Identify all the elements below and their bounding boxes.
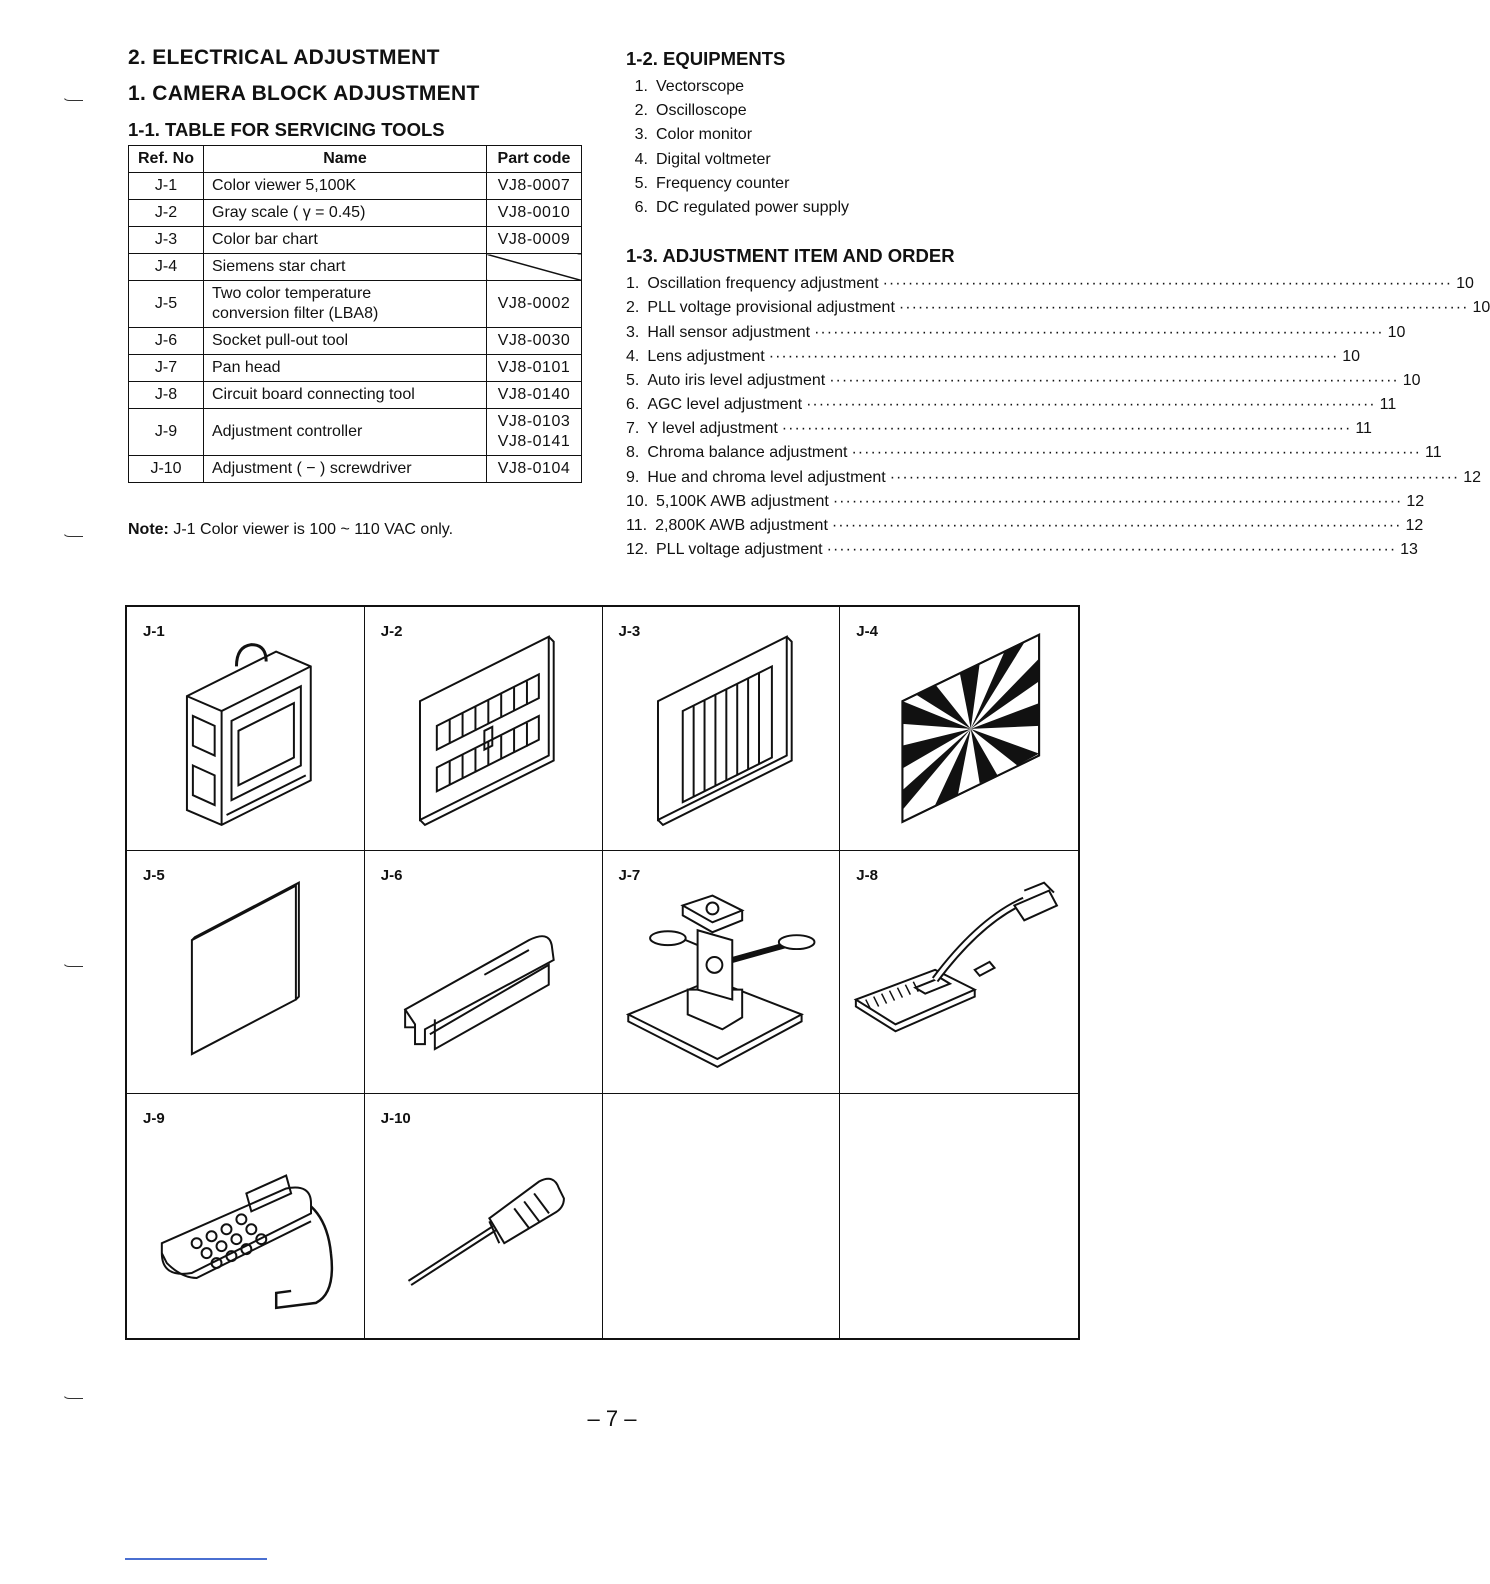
ref-cell: J-4 (129, 254, 204, 281)
item-number: 2. (634, 102, 648, 120)
list-item (626, 323, 1406, 348)
left-column (128, 46, 588, 539)
part-code-cell: VJ8-0101 (487, 355, 582, 382)
name-cell: Pan head (204, 355, 487, 382)
item-number: 5. (626, 371, 640, 389)
leader-dots: ·························································································· (768, 347, 1339, 365)
part-code-cell: VJ8-0010 (487, 200, 582, 227)
item-page: 10 (1402, 371, 1421, 389)
tool-label: J-7 (618, 866, 641, 884)
item-text: Hall sensor adjustment (647, 323, 811, 341)
tool-label: J-8 (856, 866, 878, 884)
item-number: 3. (626, 323, 640, 341)
part-code-cell: VJ8-0103 VJ8-0141 (487, 409, 582, 456)
part-code-cell: VJ8-0002 (487, 281, 582, 328)
item-text: PLL voltage provisional adjustment (647, 299, 895, 317)
leader-dots: ·························································································· (851, 444, 1421, 462)
item-number: 7. (626, 420, 640, 438)
tool-cell-j4 (840, 607, 1078, 851)
empty-cell (840, 1094, 1078, 1338)
list-item (626, 102, 1086, 126)
name-cell: Adjustment controller (204, 409, 487, 456)
ref-cell: J-6 (129, 328, 204, 355)
list-item (626, 175, 1086, 199)
note-text: J-1 Color viewer is 100 ~ 110 VAC only. (173, 521, 454, 538)
equipments-heading: 1-2. EQUIPMENTS (626, 48, 786, 69)
part-code-cell: VJ8-0030 (487, 328, 582, 355)
item-text: Hue and chroma level adjustment (647, 468, 886, 486)
tool-label: J-2 (380, 623, 403, 640)
name-cell: Circuit board connecting tool (204, 382, 487, 409)
item-page: 10 (1342, 347, 1361, 365)
tool-label: J-5 (143, 866, 165, 884)
part-code-cell: VJ8-0007 (487, 173, 582, 200)
list-item (626, 396, 1397, 420)
tool-cell-j5 (127, 851, 365, 1095)
part-code-cell: VJ8-0140 (487, 382, 582, 409)
item-page: 11 (1355, 420, 1372, 438)
list-item (626, 420, 1372, 444)
ref-cell: J-10 (129, 456, 204, 483)
table-row (129, 355, 582, 382)
item-text: Chroma balance adjustment (647, 444, 848, 462)
tool-cell-j3 (603, 607, 841, 851)
item-text: Digital voltmeter (656, 150, 771, 168)
item-text: Auto iris level adjustment (647, 371, 826, 389)
tool-label: J-10 (380, 1110, 411, 1128)
note-label: Note: (128, 521, 169, 538)
item-text: DC regulated power supply (656, 198, 849, 216)
list-item (626, 78, 1086, 102)
circuit-board-connecting-tool-illustration (840, 851, 1078, 1094)
col-header-ref: Ref. No (129, 146, 204, 173)
ref-cell: J-7 (129, 355, 204, 382)
item-number: 5. (634, 174, 648, 192)
ref-cell: J-3 (129, 227, 204, 254)
part-code-cell (487, 254, 582, 281)
list-item (626, 299, 1490, 323)
item-page: 12 (1406, 492, 1425, 510)
gray-scale-chart-illustration (365, 607, 602, 850)
list-item (626, 371, 1421, 396)
adjustment-controller-illustration (127, 1094, 364, 1338)
item-text: Color monitor (656, 126, 753, 144)
item-page: 10 (1387, 323, 1406, 341)
leader-dots: ·························································································· (898, 299, 1469, 317)
tool-cell-j7 (603, 851, 841, 1095)
tool-cell-j8 (840, 851, 1078, 1095)
item-page: 11 (1379, 396, 1397, 414)
ref-cell: J-2 (129, 200, 204, 227)
note (128, 521, 588, 539)
adjustment-order-list (626, 275, 1490, 565)
item-page: 13 (1400, 541, 1418, 559)
table-row (129, 173, 582, 200)
list-item (626, 468, 1482, 493)
tool-cell-j6 (365, 851, 603, 1095)
list-item (626, 126, 1086, 150)
tool-label: J-6 (380, 866, 403, 884)
name-cell: Color bar chart (204, 227, 487, 254)
color-viewer-illustration (127, 607, 364, 850)
name-cell: Two color temperature conversion filter (LBA8) (204, 281, 487, 328)
color-bar-chart-illustration (603, 607, 840, 850)
ref-cell: J-9 (129, 409, 204, 456)
item-text: 5,100K AWB adjustment (656, 492, 829, 510)
item-number: 3. (634, 126, 648, 144)
siemens-star-chart-illustration (840, 607, 1078, 850)
table-row (129, 382, 582, 409)
leader-dots: ·························································································· (806, 396, 1376, 414)
tool-illustration-grid (125, 605, 1080, 1340)
item-text: PLL voltage adjustment (656, 541, 823, 559)
tool-label: J-4 (856, 623, 878, 640)
tool-cell-j1 (127, 607, 365, 851)
item-page: 12 (1405, 517, 1424, 534)
name-cell: Gray scale ( γ = 0.45) (204, 200, 487, 227)
conversion-filter-illustration (127, 851, 364, 1094)
ref-cell: J-5 (129, 281, 204, 328)
item-number: 9. (626, 468, 640, 486)
tool-cell-j9 (127, 1094, 365, 1338)
item-number: 1. (626, 275, 640, 293)
right-column (626, 48, 1490, 565)
list-item (626, 199, 1086, 223)
leader-dots: ·························································································· (814, 323, 1384, 341)
item-text: AGC level adjustment (647, 396, 803, 414)
ref-cell: J-1 (129, 173, 204, 200)
tool-cell-j10 (365, 1094, 603, 1338)
table-row (129, 227, 582, 254)
col-header-name: Name (204, 146, 487, 173)
subsection-heading: 1. CAMERA BLOCK ADJUSTMENT (128, 82, 480, 105)
empty-cell (603, 1094, 841, 1338)
item-text: Oscillation frequency adjustment (647, 275, 879, 293)
item-text: Vectorscope (656, 78, 745, 95)
item-number: 4. (634, 150, 648, 168)
screwdriver-illustration (365, 1094, 602, 1338)
item-number: 12. (626, 541, 649, 559)
name-cell: Socket pull-out tool (204, 328, 487, 355)
item-text: Y level adjustment (647, 420, 778, 438)
name-cell: Color viewer 5,100K (204, 173, 487, 200)
list-item (626, 444, 1442, 468)
table-row (129, 328, 582, 355)
list-item (626, 347, 1361, 372)
table-row (129, 200, 582, 227)
leader-dots: ·························································································· (781, 420, 1352, 438)
item-number: 8. (626, 444, 640, 462)
item-text: Lens adjustment (647, 347, 765, 365)
leader-dots: ·························································································· (832, 492, 1403, 510)
ref-cell: J-8 (129, 382, 204, 409)
list-item (626, 151, 1086, 175)
name-cell: Siemens star chart (204, 254, 487, 281)
item-text: Oscilloscope (656, 102, 747, 120)
item-page: 10 (1456, 275, 1474, 293)
table-heading: 1-1. TABLE FOR SERVICING TOOLS (128, 119, 445, 140)
item-number: 11. (626, 517, 648, 534)
item-number: 10. (626, 492, 649, 510)
item-number: 1. (634, 78, 648, 95)
item-text: Frequency counter (656, 174, 790, 192)
item-text: 2,800K AWB adjustment (655, 517, 828, 534)
col-header-part-code: Part code (487, 146, 582, 173)
tool-cell-j2 (365, 607, 603, 851)
section-heading: 2. ELECTRICAL ADJUSTMENT (128, 46, 440, 69)
list-item (626, 275, 1474, 299)
adjustment-order-heading: 1-3. ADJUSTMENT ITEM AND ORDER (626, 245, 955, 267)
list-item (626, 517, 1424, 541)
page-number: – 7 – (587, 1406, 637, 1431)
list-item (626, 541, 1418, 565)
table-row (129, 281, 582, 328)
leader-dots: ·························································································· (889, 468, 1460, 486)
item-number: 6. (626, 396, 640, 414)
leader-dots: ·························································································· (829, 371, 1399, 389)
tool-label: J-9 (143, 1110, 165, 1128)
item-number: 6. (634, 198, 648, 216)
table-row (129, 409, 582, 456)
item-number: 2. (626, 299, 640, 317)
table-row (129, 254, 582, 281)
footer-rule (125, 1558, 267, 1560)
part-code-cell: VJ8-0104 (487, 456, 582, 483)
table-header-row (129, 146, 582, 173)
item-page: 12 (1463, 468, 1482, 486)
item-number: 4. (626, 347, 640, 365)
servicing-tools-table (128, 145, 582, 483)
socket-pull-out-tool-illustration (365, 851, 602, 1094)
tool-label: J-1 (143, 623, 165, 640)
table-row (129, 456, 582, 483)
item-page: 10 (1472, 299, 1490, 317)
leader-dots: ·························································································· (882, 275, 1453, 293)
equipment-list (626, 78, 1086, 223)
tool-label: J-3 (618, 623, 641, 640)
item-page: 11 (1424, 444, 1442, 462)
pan-head-illustration (603, 851, 840, 1094)
part-code-cell: VJ8-0009 (487, 227, 582, 254)
leader-dots: ·························································································· (831, 517, 1402, 534)
leader-dots: ·························································································· (826, 541, 1397, 559)
list-item (626, 492, 1425, 517)
name-cell: Adjustment ( − ) screwdriver (204, 456, 487, 483)
